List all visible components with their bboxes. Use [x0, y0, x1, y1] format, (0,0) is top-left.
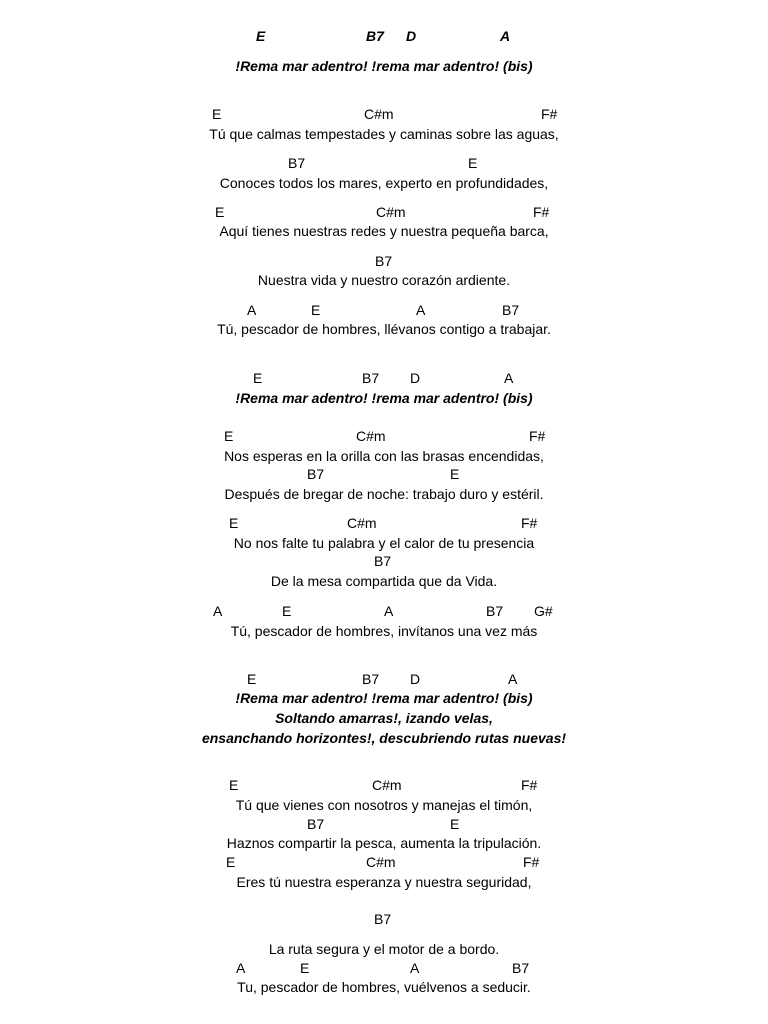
- lyric-text: ensanchando horizontes!, descubriendo rutas nuevas!: [201, 730, 567, 746]
- lyric-text: No nos falte tu palabra y el calor de tu presencia: [233, 535, 535, 551]
- verse-lyric-line: [0, 221, 768, 241]
- chord-symbol: E: [256, 28, 266, 44]
- lyric-text: !Rema mar adentro! !rema mar adentro! (bis): [235, 390, 533, 406]
- chord-line: [0, 202, 768, 222]
- lyric-text: Conoces todos los mares, experto en profundidades,: [219, 175, 549, 191]
- verse-lyric-line: [0, 319, 768, 339]
- lyric-text: Haznos compartir la pesca, aumenta la tripulación.: [226, 835, 542, 851]
- chord-symbol: A: [410, 960, 420, 976]
- chord-symbol: B7: [375, 253, 393, 269]
- verse-lyric-line: [0, 621, 768, 641]
- lyric-text: Después de bregar de noche: trabajo duro y estéril.: [224, 486, 544, 502]
- chord-symbol: B7: [502, 302, 520, 318]
- chord-symbol: A: [508, 671, 518, 687]
- chord-symbol: B7: [362, 370, 380, 386]
- verse-lyric-line: [0, 446, 768, 466]
- lyric-text: La ruta segura y el motor de a bordo.: [268, 941, 500, 957]
- lyric-text: Eres tú nuestra esperanza y nuestra seguridad,: [236, 874, 532, 890]
- verse-lyric-line: [0, 571, 768, 591]
- verse-lyric-line: [0, 977, 768, 997]
- chord-symbol: C#m: [347, 515, 377, 531]
- chord-symbol: D: [410, 370, 421, 386]
- chord-symbol: F#: [541, 106, 558, 122]
- chord-symbol: E: [226, 854, 236, 870]
- lyric-text: Tú que vienes con nosotros y manejas el timón,: [235, 797, 533, 813]
- lyric-text: Nos esperas en la orilla con las brasas encendidas,: [224, 448, 544, 464]
- chord-symbol: E: [212, 106, 222, 122]
- chord-symbol: E: [247, 671, 257, 687]
- lyric-text: Tú, pescador de hombres, invítanos una vez más: [230, 623, 538, 639]
- chord-line: [0, 814, 768, 834]
- verse-lyric-line: [0, 872, 768, 892]
- chord-line: [0, 368, 768, 388]
- lyric-text: !Rema mar adentro! !rema mar adentro! (bis): [235, 690, 533, 706]
- chord-line: [0, 669, 768, 689]
- chord-symbol: F#: [533, 204, 550, 220]
- lyric-text: Soltando amarras!, izando velas,: [275, 710, 493, 726]
- chord-symbol: F#: [523, 854, 540, 870]
- chord-symbol: B7: [512, 960, 530, 976]
- chord-line: [0, 958, 768, 978]
- verse-lyric-line: [0, 124, 768, 144]
- lyric-text: Tú, pescador de hombres, llévanos contigo a trabajar.: [217, 321, 551, 337]
- chord-line: [0, 26, 768, 46]
- chord-symbol: C#m: [372, 777, 402, 793]
- chord-line: [0, 909, 768, 929]
- chord-symbol: C#m: [376, 204, 406, 220]
- chord-symbol: B7: [307, 466, 325, 482]
- chord-symbol: C#m: [356, 428, 386, 444]
- verse-lyric-line: [0, 484, 768, 504]
- chord-line: [0, 852, 768, 872]
- chord-symbol: E: [450, 466, 460, 482]
- chord-symbol: A: [500, 28, 511, 44]
- chord-symbol: C#m: [364, 106, 394, 122]
- chord-line: [0, 426, 768, 446]
- lyric-text: Tu, pescador de hombres, vuélvenos a seducir.: [237, 979, 531, 995]
- chord-symbol: A: [213, 603, 223, 619]
- lyric-text: Nuestra vida y nuestro corazón ardiente.: [257, 272, 511, 288]
- lyric-text: Aquí tienes nuestras redes y nuestra pequeña barca,: [219, 223, 549, 239]
- chord-symbol: E: [282, 603, 292, 619]
- chord-symbol: B7: [307, 816, 325, 832]
- chord-line: [0, 601, 768, 621]
- chord-line: [0, 153, 768, 173]
- chorus-lyric-line: [0, 56, 768, 76]
- chord-symbol: B7: [374, 911, 392, 927]
- chord-symbol: E: [253, 370, 263, 386]
- chord-symbol: E: [215, 204, 225, 220]
- chord-symbol: A: [247, 302, 257, 318]
- chorus-lyric-line: [0, 688, 768, 708]
- chord-symbol: E: [450, 816, 460, 832]
- chord-symbol: B7: [374, 553, 392, 569]
- chord-symbol: E: [229, 515, 239, 531]
- chord-line: [0, 251, 768, 271]
- chord-symbol: E: [311, 302, 321, 318]
- chord-line: [0, 551, 768, 571]
- chord-symbol: B7: [486, 603, 504, 619]
- chord-line: [0, 464, 768, 484]
- lyric-text: Tú que calmas tempestades y caminas sobre las aguas,: [209, 126, 559, 142]
- verse-lyric-line: [0, 533, 768, 553]
- chord-symbol: E: [229, 777, 239, 793]
- chord-line: [0, 775, 768, 795]
- chorus-lyric-line: [0, 708, 768, 728]
- chord-symbol: F#: [521, 515, 538, 531]
- chord-symbol: E: [300, 960, 310, 976]
- chord-symbol: B7: [362, 671, 380, 687]
- chorus-lyric-line: [0, 728, 768, 748]
- chord-line: [0, 513, 768, 533]
- chorus-lyric-line: [0, 388, 768, 408]
- chord-symbol: D: [410, 671, 421, 687]
- chord-symbol: A: [504, 370, 514, 386]
- chord-symbol: E: [224, 428, 234, 444]
- lyric-text: !Rema mar adentro! !rema mar adentro! (bis): [235, 58, 533, 74]
- chord-line: [0, 300, 768, 320]
- verse-lyric-line: [0, 173, 768, 193]
- chord-symbol: A: [384, 603, 394, 619]
- chord-symbol: G#: [534, 603, 553, 619]
- chord-symbol: F#: [529, 428, 546, 444]
- verse-lyric-line: [0, 270, 768, 290]
- chord-line: [0, 104, 768, 124]
- chord-symbol: C#m: [366, 854, 396, 870]
- chord-symbol: F#: [521, 777, 538, 793]
- chord-symbol: E: [468, 155, 478, 171]
- chord-symbol: B7: [288, 155, 306, 171]
- chord-symbol: A: [416, 302, 426, 318]
- chord-symbol: D: [406, 28, 417, 44]
- lyric-text: De la mesa compartida que da Vida.: [270, 573, 498, 589]
- chord-symbol: B7: [366, 28, 384, 44]
- verse-lyric-line: [0, 795, 768, 815]
- verse-lyric-line: [0, 833, 768, 853]
- chord-symbol: A: [236, 960, 246, 976]
- verse-lyric-line: [0, 939, 768, 959]
